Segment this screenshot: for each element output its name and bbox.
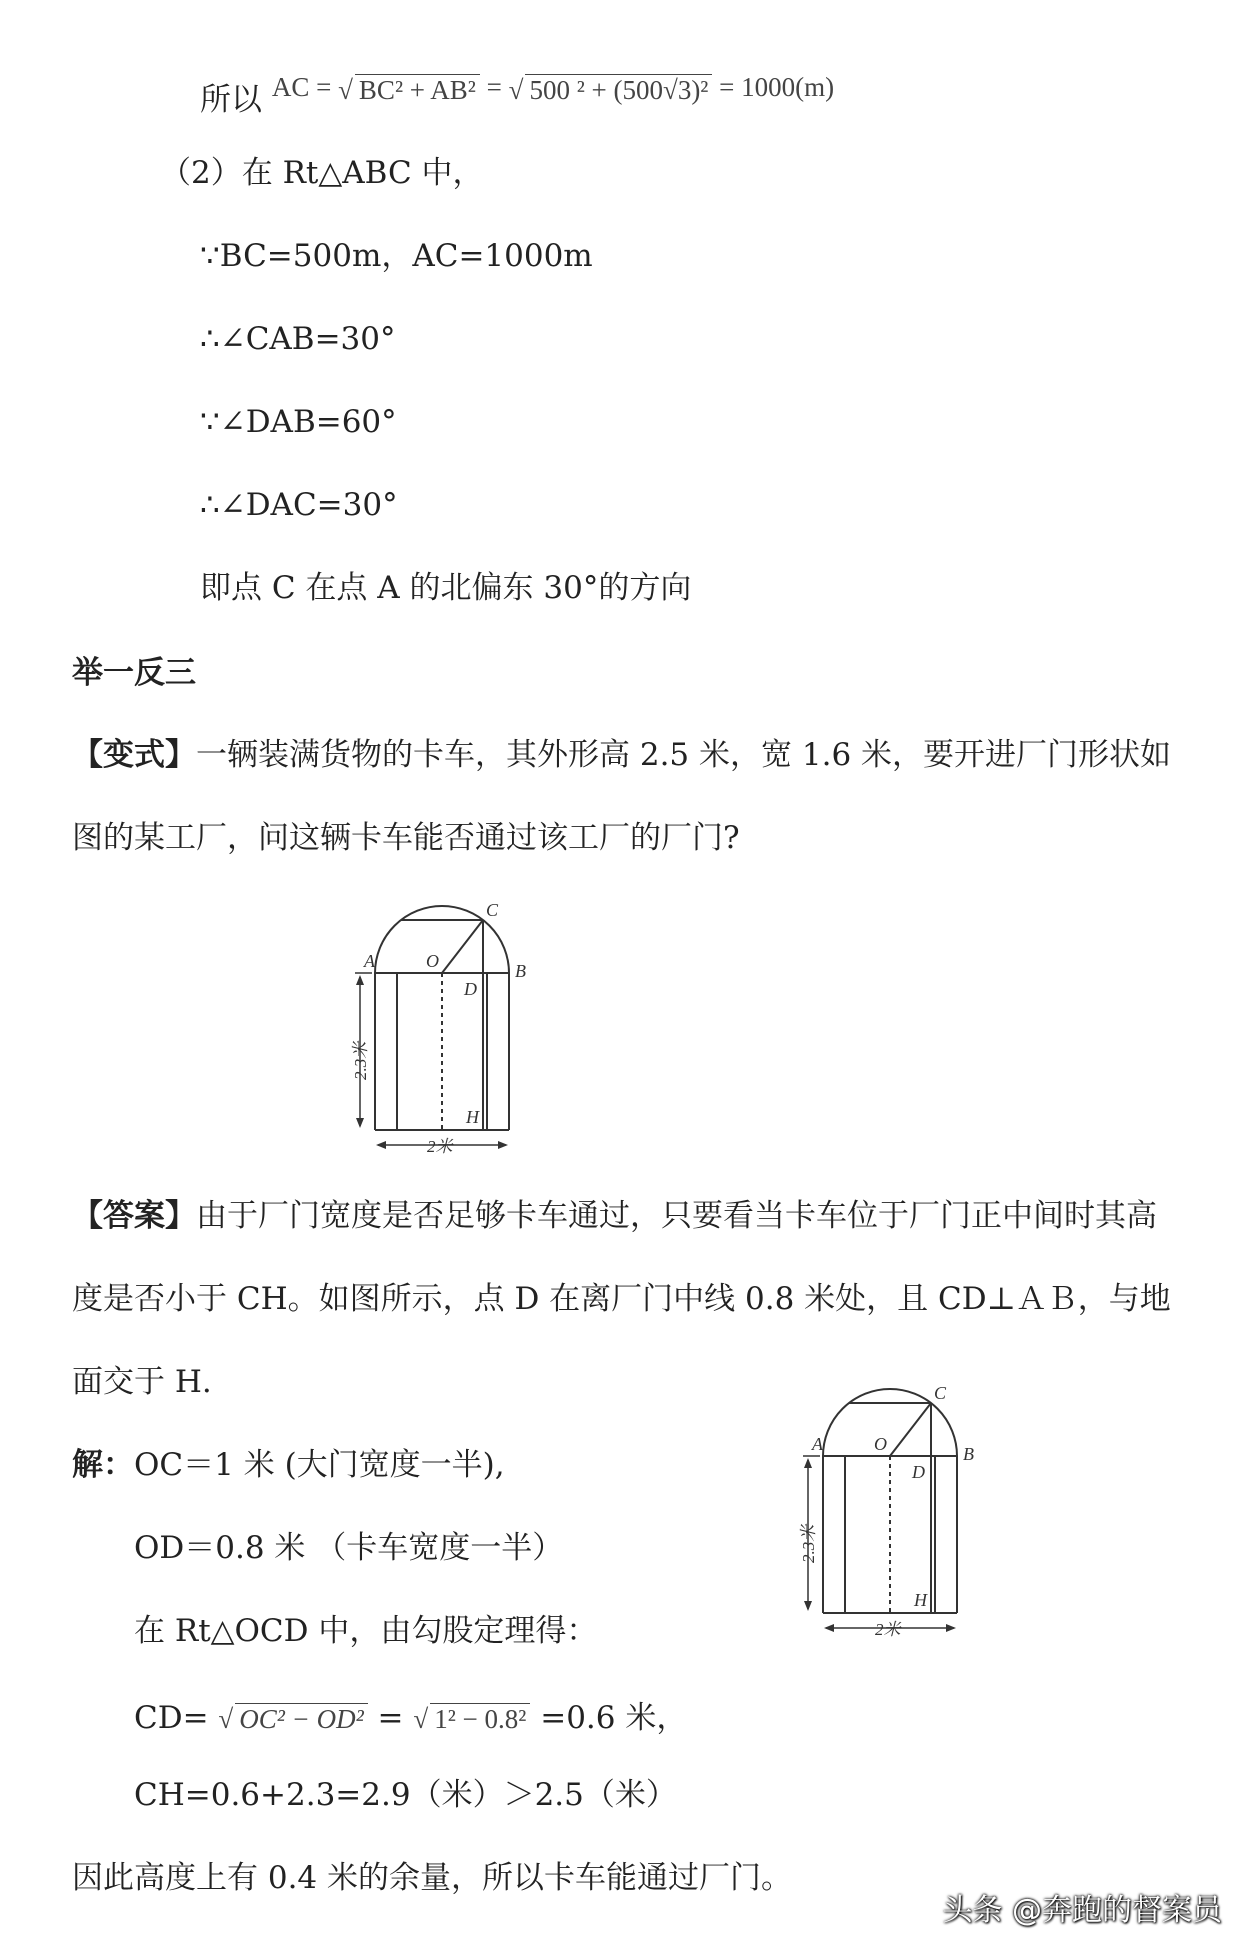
answer-text-1: 由于厂门宽度是否足够卡车通过，只要看当卡车位于厂门正中间时其高 xyxy=(196,1198,1157,1234)
cd-lhs: CD= xyxy=(134,1700,209,1736)
part2-heading: （2）在 Rt△ABC 中， xyxy=(160,155,484,191)
formula-result: = 1000(m) xyxy=(719,72,835,102)
width-label: 2米 xyxy=(875,1620,901,1639)
solution-intro: 在 Rt△OCD 中，由勾股定理得： xyxy=(134,1613,598,1649)
solution-od: OD＝0.8 米 （卡车宽度一半） xyxy=(134,1530,564,1566)
label-O: O xyxy=(426,951,439,971)
label-B: B xyxy=(515,961,526,981)
formula-lhs: AC = xyxy=(271,72,332,102)
answer-tag: 【答案】 xyxy=(72,1198,196,1234)
label-D: D xyxy=(912,1462,925,1482)
step-4: ∴∠DAC=30° xyxy=(200,487,398,523)
formula-ac xyxy=(200,68,835,118)
solution-final: 因此高度上有 0.4 米的余量，所以卡车能通过厂门。 xyxy=(72,1860,793,1896)
height-label: 2.3米 xyxy=(799,1524,818,1563)
solution-oc: OC＝1 米 (大门宽度一半), xyxy=(134,1447,505,1483)
sqrt-2: √ 500 ² + (500√3)² xyxy=(509,74,713,106)
variant-tag: 【变式】 xyxy=(72,737,196,773)
formula-prefix: 所以 xyxy=(200,82,262,118)
solution-oc-line xyxy=(72,1447,505,1484)
variant-line-2: 图的某工厂，问这辆卡车能否通过该工厂的厂门? xyxy=(72,820,740,856)
section-title: 举一反三 xyxy=(72,655,196,691)
cd-result: =0.6 米， xyxy=(540,1700,688,1736)
solution-ch: CH=0.6+2.3=2.9（米）＞2.5（米） xyxy=(134,1777,677,1813)
step-3: ∵∠DAB=60° xyxy=(200,404,397,440)
radicand-2: 500 ² + (500√3)² xyxy=(525,74,712,105)
formula-eq2: = xyxy=(486,72,502,102)
part2-conclusion: 即点 C 在点 A 的北偏东 30°的方向 xyxy=(200,570,692,606)
label-H: H xyxy=(466,1107,479,1127)
radicand-cd-2: 1² − 0.8² xyxy=(430,1703,530,1734)
label-A: A xyxy=(364,951,375,971)
answer-line-3: 面交于 H. xyxy=(72,1364,212,1400)
answer-line-2: 度是否小于 CH。如图所示，点 D 在离厂门中线 0.8 米处，且 CD⊥ＡＢ，与地 xyxy=(72,1281,1171,1317)
step-2: ∴∠CAB=30° xyxy=(200,321,396,357)
label-A: A xyxy=(812,1434,823,1454)
formula-cd xyxy=(134,1700,687,1737)
width-label: 2米 xyxy=(427,1137,453,1156)
gate-diagram-1 xyxy=(350,895,530,1165)
label-O: O xyxy=(874,1434,887,1454)
answer-line-1 xyxy=(72,1198,1157,1235)
variant-line-1 xyxy=(72,737,1171,774)
sqrt-cd-2: √ 1² − 0.8² xyxy=(413,1703,530,1735)
sqrt-cd-1: √ OC² − OD² xyxy=(218,1703,367,1735)
sqrt-1: √ BC² + AB² xyxy=(338,74,480,106)
solution-tag: 解： xyxy=(72,1447,134,1483)
step-1: ∵BC=500m，AC=1000m xyxy=(200,238,593,274)
label-B: B xyxy=(963,1444,974,1464)
radicand-cd-1: OC² − OD² xyxy=(235,1703,367,1734)
radicand-1: BC² + AB² xyxy=(355,74,480,105)
cd-eq: = xyxy=(377,1700,404,1736)
label-C: C xyxy=(934,1383,947,1403)
label-C: C xyxy=(486,900,499,920)
gate-diagram-2 xyxy=(798,1378,978,1648)
variant-text-1: 一辆装满货物的卡车，其外形高 2.5 米，宽 1.6 米，要开进厂门形状如 xyxy=(196,737,1172,773)
height-label: 2.3米 xyxy=(351,1041,370,1080)
label-D: D xyxy=(464,979,477,999)
label-H: H xyxy=(914,1590,927,1610)
watermark: 头条 @奔跑的督案员 xyxy=(942,1893,1222,1928)
